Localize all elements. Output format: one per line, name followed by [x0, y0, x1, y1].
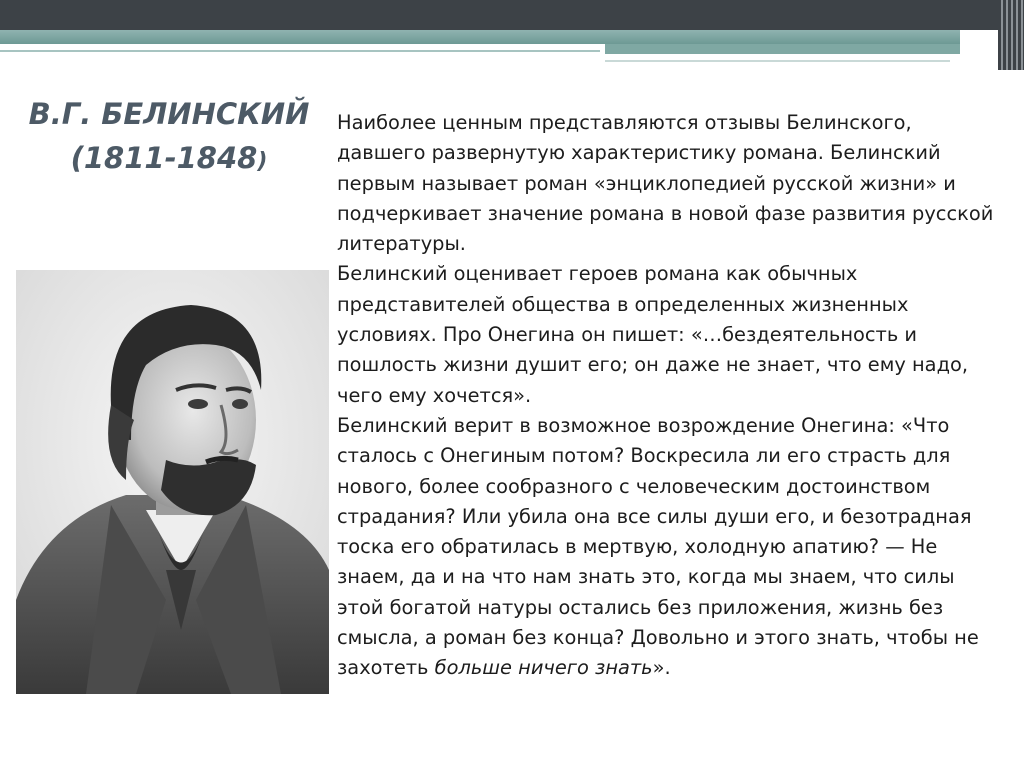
portrait-image: [16, 270, 329, 694]
header-teal-band: [0, 30, 960, 44]
paragraph-3: Белинский верит в возможное возрождение Онегина: «Что сталось с Онегиным потом? Воскресила ли его страсть для нового, более сообразного с человеческим достоинством страдания? Или убила она все силы души его, и безотрадная тоска его обратилась в мертвую, холодную апатию? — Не знаем, да и на что нам знать это, когда мы знаем, что силы этой богатой натуры остались без приложения, жизнь без смысла, а роман без конца? Довольно и этого знать, чтобы не захотеть больше ничего знать».: [337, 413, 979, 680]
slide-title: [14, 92, 324, 184]
paragraph-1: Наиболее ценным представляются отзывы Белинского, давшего развернутую характеристику романа. Белинский первым называет роман «энциклопедией русской жизни» и подчеркивает значение романа в новой фазе развития русской литературы.: [337, 111, 994, 256]
title-years: (1811-1848): [70, 141, 268, 175]
body-text: [337, 108, 997, 684]
header-dark-band: [0, 0, 1000, 30]
header-side-stripes: [998, 0, 1024, 70]
header-accent-line: [0, 50, 600, 52]
header-teal-tail: [605, 44, 960, 54]
title-name: В.Г. БЕЛИНСКИЙ: [28, 97, 310, 131]
portrait-illustration: [16, 270, 329, 694]
italic-phrase: больше ничего знать: [434, 656, 653, 680]
paragraph-2: Белинский оценивает героев романа как обычных представителей общества в определенных жизненных условиях. Про Онегина он пишет: «…бездеятельность и пошлость жизни душит его; он даже не знает, что ему надо, чего ему хочется».: [337, 262, 969, 407]
header-accent-line-right: [605, 60, 950, 62]
